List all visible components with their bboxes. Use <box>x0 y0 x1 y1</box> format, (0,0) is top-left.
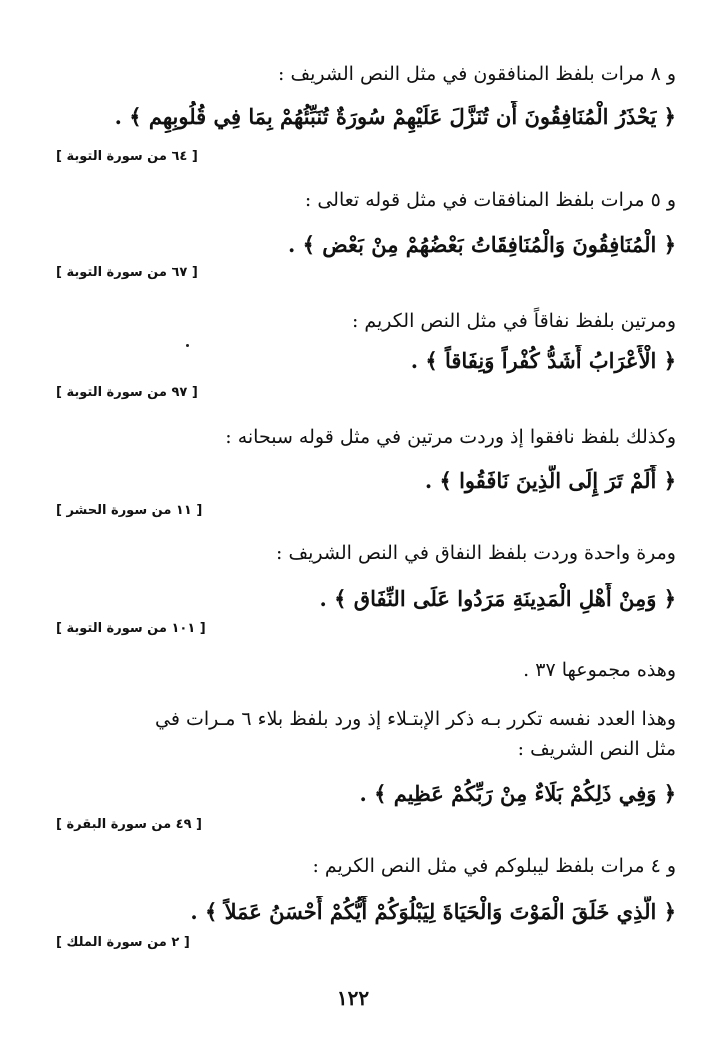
summary-line: وهذه مجموعها ٣٧ . <box>523 659 676 681</box>
paragraph-line-1: وهذا العدد نفسه تكرر بـه ذكر الإبتـلاء إذ ورد بلفظ بلاء ٦ مـرات في <box>155 708 676 730</box>
intro-line-5: ومرة واحدة وردت بلفظ النفاق في النص الشريف : <box>276 542 676 564</box>
verse-7: ﴿ الَّذِي خَلَقَ الْمَوْتَ وَالْحَيَاةَ لِيَبْلُوَكُمْ أَيُّكُمْ أَحْسَنُ عَمَلاً ﴾ . <box>190 899 676 924</box>
intro-line-3: ومرتين بلفظ نفاقاً في مثل النص الكريم : <box>351 310 676 332</box>
paragraph-line-2: مثل النص الشريف : <box>517 738 676 760</box>
verse-reference-1: [ ٦٤ من سورة التوبة ] <box>56 149 198 164</box>
intro-line-6: و ٤ مرات بلفظ ليبلوكم في مثل النص الكريم : <box>312 855 676 877</box>
intro-line-1: و ٨ مرات بلفظ المنافقون في مثل النص الشريف : <box>278 63 676 85</box>
verse-reference-7: [ ٢ من سورة الملك ] <box>56 935 190 950</box>
verse-4: ﴿ أَلَمْ تَرَ إِلَى الَّذِينَ نَافَقُوا ﴾ . <box>424 468 676 493</box>
verse-reference-5: [ ١٠١ من سورة التوبة ] <box>56 621 206 636</box>
page-number: ١٢٢ <box>336 986 370 1010</box>
verse-2: ﴿ الْمُنَافِقُونَ وَالْمُنَافِقَاتُ بَعْضُهُمْ مِنْ بَعْض ﴾ . <box>288 232 676 257</box>
verse-reference-4: [ ١١ من سورة الحشر ] <box>56 503 203 518</box>
verse-3: ﴿ الْأَعْرَابُ أَشَدُّ كُفْراً وَنِفَاقاً ﴾ . <box>410 348 676 373</box>
intro-line-2: و ٥ مرات بلفظ المنافقات في مثل قوله تعالى : <box>304 189 676 211</box>
verse-6: ﴿ وَفِي ذَلِكُمْ بَلَاءٌ مِنْ رَبِّكُمْ عَظِيم ﴾ . <box>359 781 676 806</box>
intro-line-4: وكذلك بلفظ نافقوا إذ وردت مرتين في مثل قوله سبحانه : <box>225 426 676 448</box>
verse-1: ﴿ يَحْذَرُ الْمُنَافِقُونَ أَن تُنَزَّلَ عَلَيْهِمْ سُورَةٌ تُنَبِّئُهُمْ بِمَا فِي قُلُوبِهِم ﴾ . <box>114 104 676 129</box>
verse-5: ﴿ وَمِنْ أَهْلِ الْمَدِينَةِ مَرَدُوا عَلَى النِّفَاق ﴾ . <box>319 586 676 611</box>
verse-reference-6: [ ٤٩ من سورة البقرة ] <box>56 817 202 832</box>
verse-reference-2: [ ٦٧ من سورة التوبة ] <box>56 265 198 280</box>
verse-reference-3: [ ٩٧ من سورة التوبة ] <box>56 385 198 400</box>
